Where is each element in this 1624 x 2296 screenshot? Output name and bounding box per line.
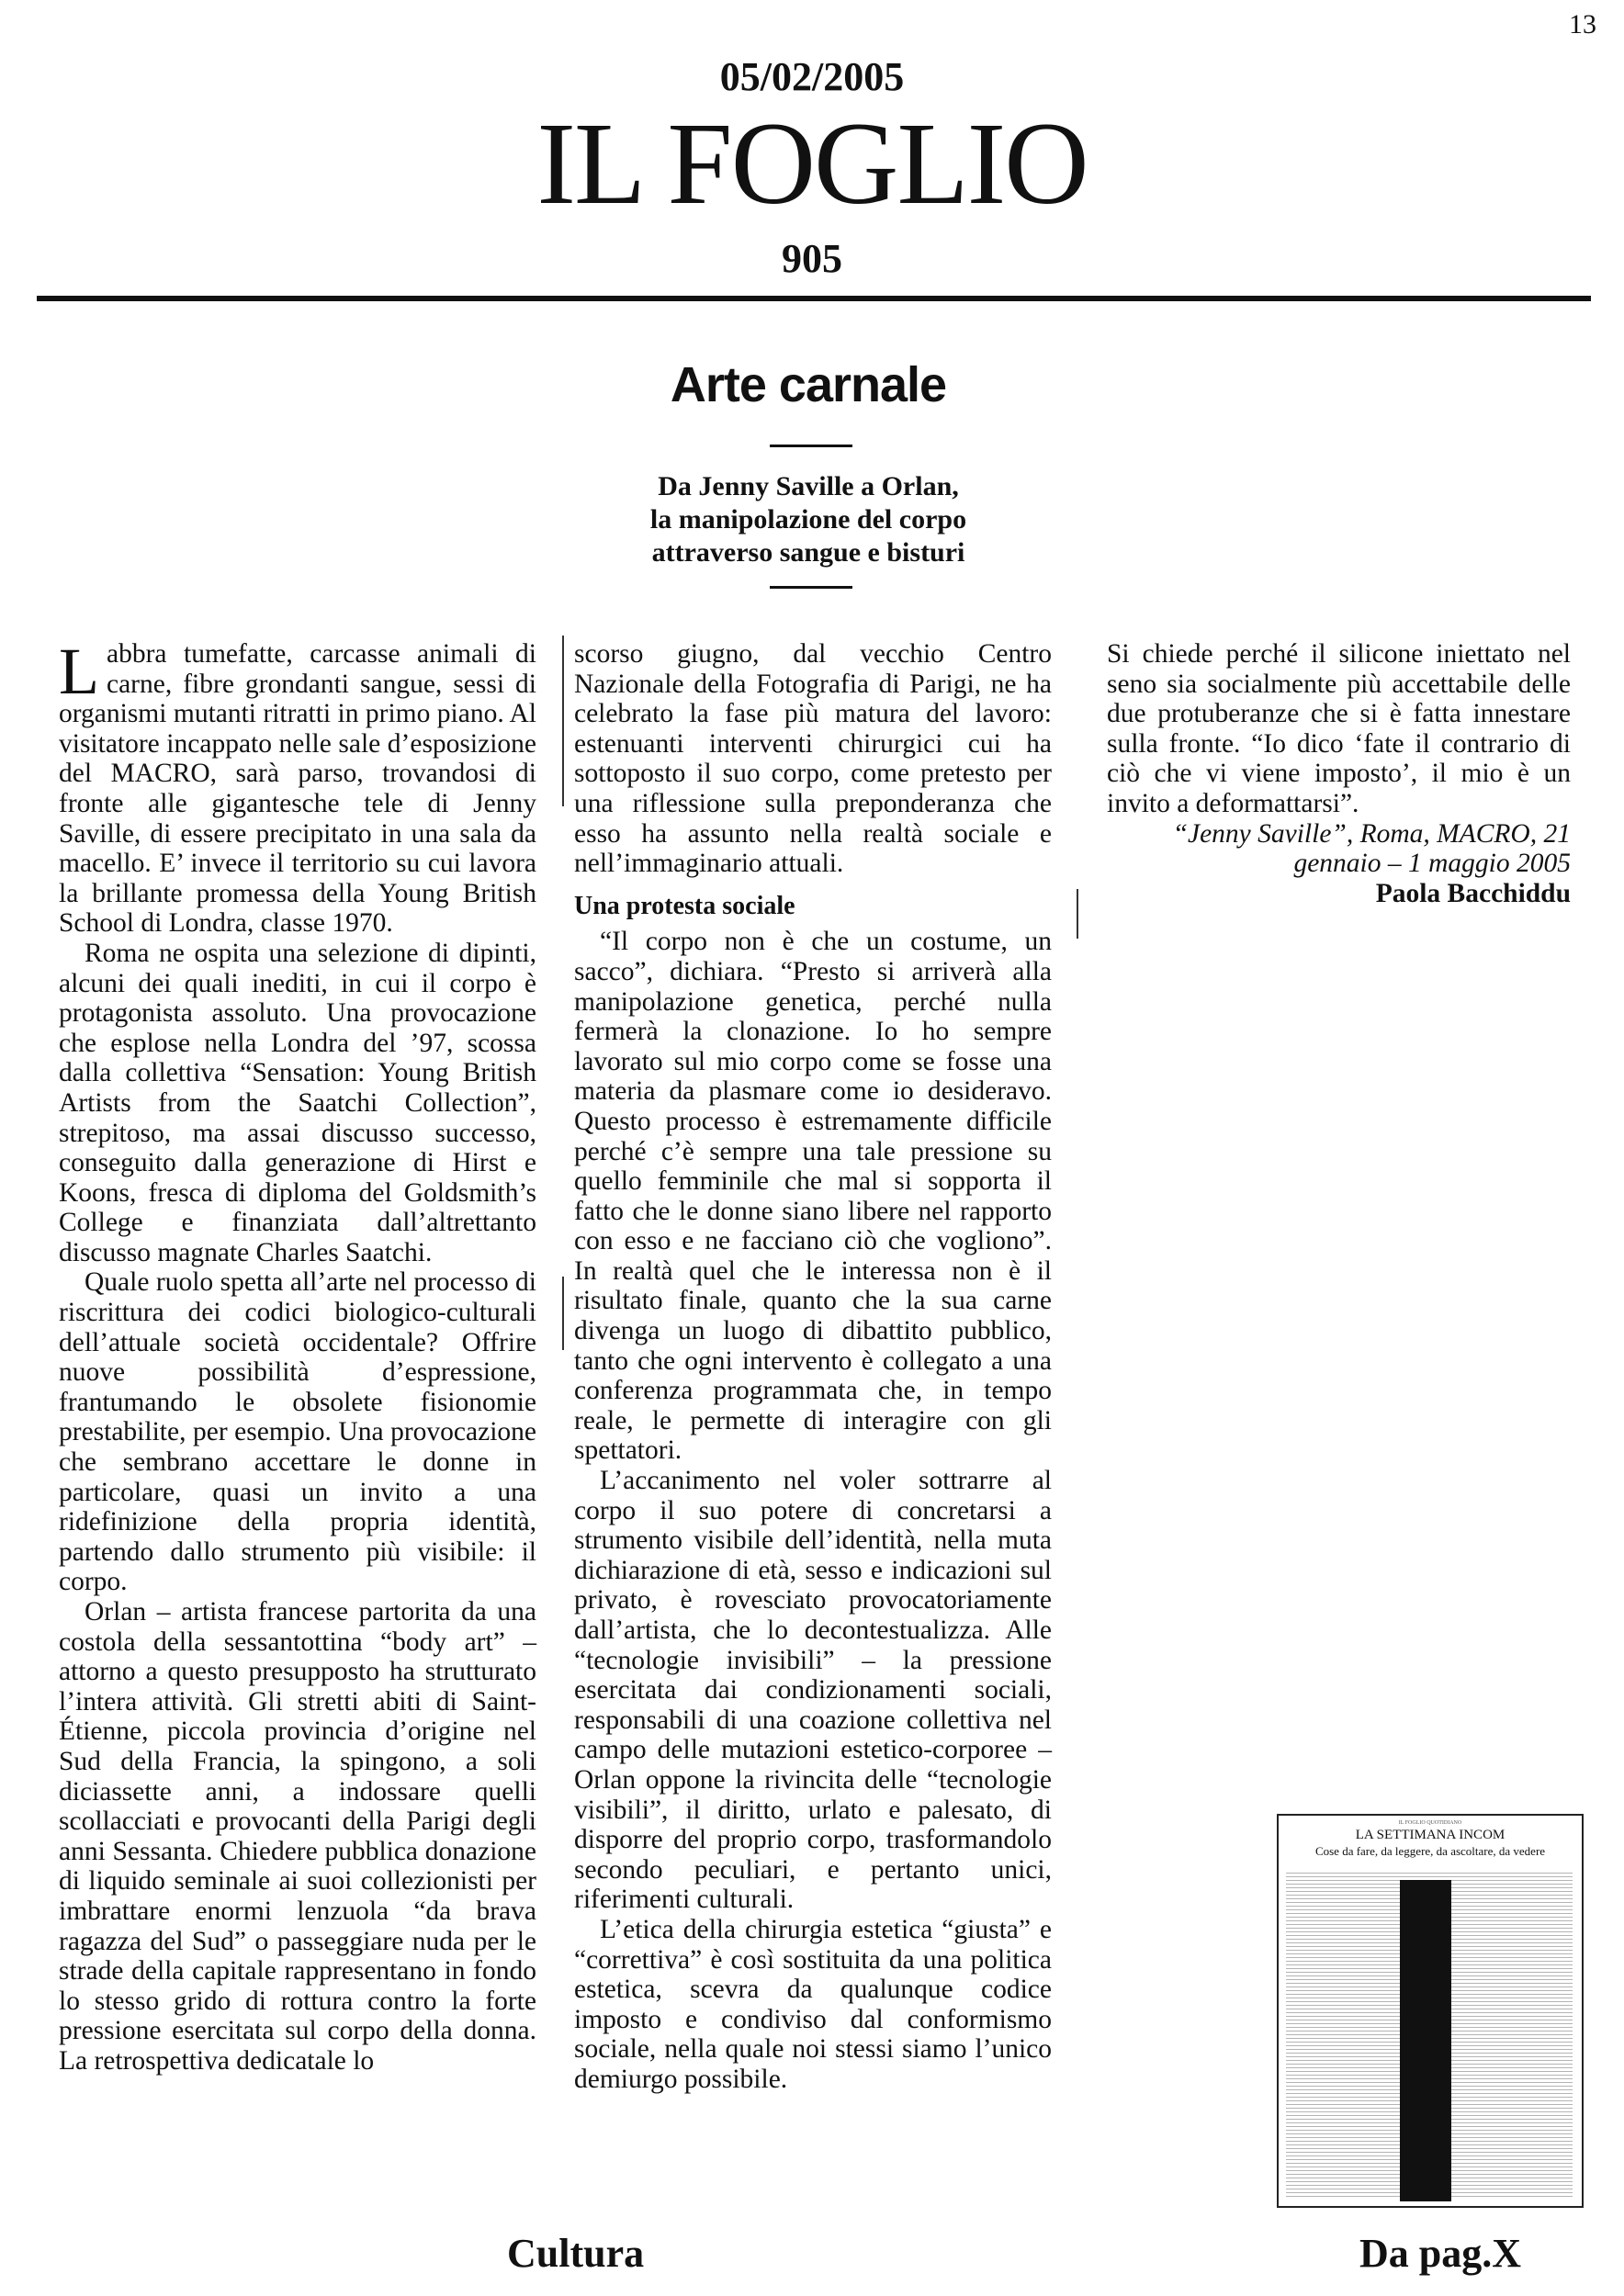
newspaper-thumbnail (1277, 1814, 1584, 2208)
subtitle-divider (770, 586, 852, 589)
article-subtitle (551, 470, 1066, 569)
subtitle-line: Da Jenny Saville a Orlan, (658, 471, 959, 501)
title-divider (770, 445, 852, 447)
paragraph: scorso giugno, dal vecchio Centro Nazionale della Fotografia di Parigi, ne ha celebrato la fase più matura del lavoro: estenuanti interventi chirurgici cui ha sottoposto il suo corpo, come pretesto per una riflessione sulla preponderanza che esso ha assunto nella realtà sociale e nell’immaginario attuali. (574, 639, 1052, 879)
column-rule (562, 636, 564, 806)
newspaper-name: IL FOGLIO (536, 98, 1088, 229)
paragraph: Si chiede perché il silicone iniettato nel seno sia socialmente più accettabile delle due protuberanze che si è fatta innestare sulla fronte. “Io dico ‘fate il contrario di ciò che vi viene imposto’, il mio è un invito a deformattarsi”. (1107, 639, 1571, 818)
section-label: Cultura (507, 2231, 645, 2276)
article-column-2 (574, 639, 1052, 2095)
author-byline: Paola Bacchiddu (1375, 878, 1571, 908)
header-divider (37, 296, 1591, 301)
paragraph: Roma ne ospita una selezione di dipinti, alcuni dei quali inediti, in cui il corpo è protagonista assoluto. Una provocazione che esplose nella Londra del ’97, scossa dalla collettiva “Sensation: Young British Artists from the Saatchi Collection”, strepitoso, ma assai discusso successo, conseguito dalla generazione di Hirst e Koons, fresca di diploma del Goldsmith’s College e finanziata dall’altrettanto discusso magnate Charles Saatchi. (59, 938, 536, 1267)
issue-number: 905 (782, 236, 842, 281)
paragraph-text: abbra tumefatte, carcasse animali di carne, fibre grondanti sangue, sessi di organismi mutanti ritratti in primo piano. Al visitatore incappato nelle sale d’esposizione del MACRO, sarà parso, trovandosi di fronte alle gigantesche tele di Jenny Saville, di essere precipitato in una sala da macello. E’ invece il territorio su cui lavora la brillante promessa della Young British School di Londra, classe 1970. (59, 639, 536, 939)
page-number: 13 (1569, 9, 1596, 39)
page-reference: Da pag.X (1359, 2231, 1522, 2276)
section-heading: Una protesta sociale (574, 891, 795, 920)
masthead (0, 54, 1624, 281)
paragraph: “Il corpo non è che un costume, un sacco”, dichiara. “Presto si arriverà alla manipolazione genetica, perché nulla fermerà la clonazione. Io ho sempre lavorato sul mio corpo come se fosse una materia da plasmare come io desideravo. Questo processo è estremamente difficile perché c’è sempre una tale pressione su quello femminile che mal si sopporta il fatto che le donne siano libere nel rapporto con esso e ne facciano ciò che vogliono”. In realtà quel che le interessa non è il risultato finale, quanto che la sua carne divenga un luogo di dibattito pubblico, tanto che ogni intervento è collegato a una conferenza programmata che, in tempo reale, le permette di interagire con gli spettatori. (574, 927, 1052, 1466)
exhibition-info: gennaio – 1 maggio 2005 (1293, 849, 1571, 879)
paragraph (59, 635, 536, 939)
drop-cap: L (59, 635, 99, 708)
article-column-1 (59, 635, 536, 2077)
article-title: Arte carnale (670, 357, 947, 412)
thumbnail-subtitle: Cose da fare, da leggere, da ascoltare, da vedere (1314, 1844, 1546, 1858)
column-rule (562, 1277, 564, 1350)
subtitle-line: la manipolazione del corpo (649, 504, 967, 535)
publication-date: 05/02/2005 (719, 54, 905, 99)
paragraph: Quale ruolo spetta all’arte nel processo di riscrittura dei codici biologico-culturali dell’attuale società occidentale? Offrire nuove possibilità d’espressione, frantumando le obsolete fisionomie prestabilite, per esempio. Una provocazione che sembrano accettare le donne in particolare, quasi un invito a una ridefinizione della propria identità, partendo dallo strumento più visibile: il corpo. (59, 1267, 536, 1597)
thumbnail-title: LA SETTIMANA INCOM (1355, 1828, 1506, 1842)
paragraph: Orlan – artista francese partorita da una costola della sessantottina “body art” – attorno a questo presupposto ha strutturato l’intera attività. Gli stretti abiti di Saint-Étienne, piccola provincia d’origine nel Sud della Francia, la spingono, a soli diciassette anni, a indossare quelli scollacciati e provocanti della Parigi degli anni Sessanta. Chiedere pubblica donazione di liquido seminale ai suoi collezionisti per imbrattare enormi lenzuola “da brava ragazza del Sud” o passeggiare nuda per le strade della capitale rappresentano in fondo lo stesso grido di rottura contro la forte pressione esercitata sul corpo della donna. La retrospettiva dedicatale lo (59, 1597, 536, 2076)
article-column-3 (1107, 639, 1571, 908)
paragraph: L’etica della chirurgia estetica “giusta” e “correttiva” è così sostituita da una politica estetica, scevra da qualunque codice imposto e condiviso dal conformismo sociale, nella quale noi stessi siamo l’unico demiurgo possibile. (574, 1914, 1052, 2094)
exhibition-info: “Jenny Saville”, Roma, MACRO, 21 (1172, 818, 1571, 849)
paragraph: L’accanimento nel voler sottrarre al corpo il suo potere di concretarsi a strumento visibile dell’identità, nella muta dichiarazione di età, sesso e indicazioni sul privato, è rovesciato provocatoriamente dall’artista, che lo decontestualizza. Alle “tecnologie invisibili” – la pressione esercitata dai condizionamenti sociali, responsabili di una coazione collettiva nel campo delle mutazioni estetico-corporee – Orlan oppone la rivincita delle “tecnologie visibili”, il diritto, urlato e palesato, di disporre del proprio corpo, trasformandolo secondo peculiari, e pertanto unici, riferimenti culturali. (574, 1466, 1052, 1915)
subtitle-line: attraverso sangue e bisturi (651, 537, 965, 568)
thumbnail-header: IL FOGLIO QUOTIDIANO (1398, 1820, 1462, 1826)
column-rule (1077, 889, 1078, 939)
thumbnail-black-bar (1400, 1880, 1451, 2201)
